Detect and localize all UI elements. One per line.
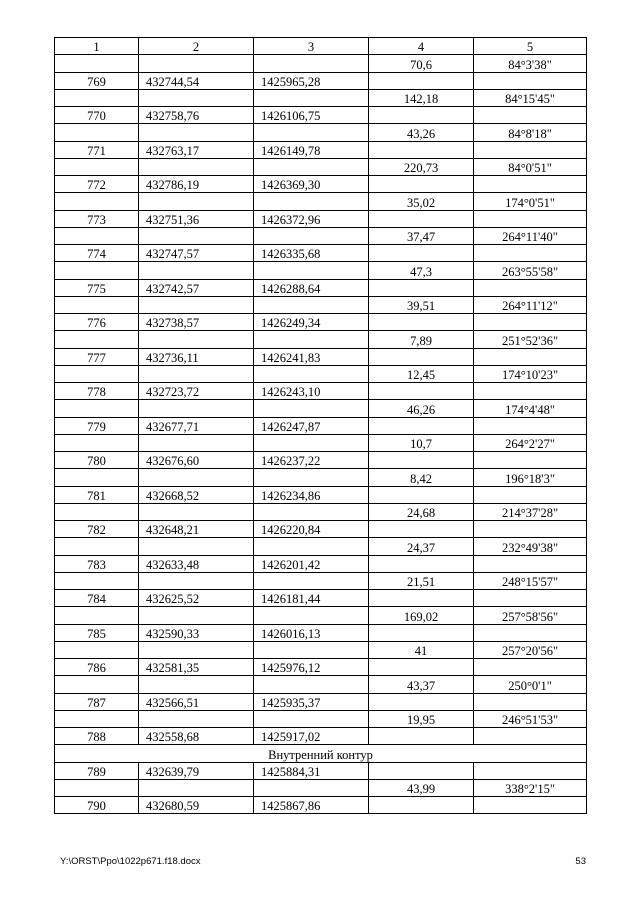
y-coordinate-cell	[254, 158, 369, 175]
point-row	[55, 348, 587, 365]
x-coordinate-cell: 432677,71	[139, 417, 254, 434]
bearing-cell	[474, 279, 587, 296]
point-number-cell: 776	[55, 314, 139, 331]
distance-cell	[369, 245, 474, 262]
segment-row	[55, 676, 587, 693]
x-coordinate-cell	[139, 538, 254, 555]
x-coordinate-cell: 432751,36	[139, 210, 254, 227]
distance-cell	[369, 555, 474, 572]
x-coordinate-cell: 432742,57	[139, 279, 254, 296]
segment-row	[55, 227, 587, 244]
distance-cell	[369, 176, 474, 193]
distance-cell: 24,37	[369, 538, 474, 555]
bearing-cell	[474, 624, 587, 641]
x-coordinate-cell	[139, 434, 254, 451]
segment-row	[55, 710, 587, 727]
y-coordinate-cell	[254, 262, 369, 279]
y-coordinate-cell: 1426234,86	[254, 486, 369, 503]
distance-cell	[369, 314, 474, 331]
distance-cell	[369, 762, 474, 779]
distance-cell	[369, 279, 474, 296]
bearing-cell: 84°0'51"	[474, 158, 587, 175]
coordinates-table	[54, 37, 587, 814]
segment-row	[55, 365, 587, 382]
point-row	[55, 141, 587, 158]
x-coordinate-cell	[139, 193, 254, 210]
y-coordinate-cell: 1426016,13	[254, 624, 369, 641]
y-coordinate-cell: 1426288,64	[254, 279, 369, 296]
bearing-cell	[474, 141, 587, 158]
bearing-cell	[474, 417, 587, 434]
bearing-cell: 174°0'51"	[474, 193, 587, 210]
y-coordinate-cell: 1426372,96	[254, 210, 369, 227]
bearing-cell: 84°15'45"	[474, 89, 587, 106]
point-number-cell	[55, 193, 139, 210]
y-coordinate-cell	[254, 503, 369, 520]
point-number-cell	[55, 607, 139, 624]
x-coordinate-cell: 432738,57	[139, 314, 254, 331]
y-coordinate-cell	[254, 572, 369, 589]
point-number-cell: 789	[55, 762, 139, 779]
x-coordinate-cell: 432744,54	[139, 72, 254, 89]
x-coordinate-cell: 432581,35	[139, 659, 254, 676]
x-coordinate-cell: 432566,51	[139, 693, 254, 710]
y-coordinate-cell	[254, 296, 369, 313]
bearing-cell: 250°0'1"	[474, 676, 587, 693]
segment-row	[55, 572, 587, 589]
segment-row	[55, 538, 587, 555]
y-coordinate-cell: 1425917,02	[254, 728, 369, 745]
column-header: 1	[55, 38, 139, 55]
bearing-cell: 84°3'38"	[474, 55, 587, 72]
x-coordinate-cell	[139, 400, 254, 417]
distance-cell	[369, 348, 474, 365]
distance-cell: 39,51	[369, 296, 474, 313]
column-header: 2	[139, 38, 254, 55]
x-coordinate-cell	[139, 331, 254, 348]
footer-page-number: 53	[575, 856, 586, 867]
x-coordinate-cell: 432676,60	[139, 452, 254, 469]
bearing-cell: 264°11'12"	[474, 296, 587, 313]
bearing-cell	[474, 72, 587, 89]
x-coordinate-cell	[139, 55, 254, 72]
point-number-cell	[55, 676, 139, 693]
point-number-cell	[55, 124, 139, 141]
segment-row	[55, 400, 587, 417]
point-number-cell	[55, 400, 139, 417]
bearing-cell	[474, 486, 587, 503]
x-coordinate-cell	[139, 607, 254, 624]
bearing-cell: 196°18'3"	[474, 469, 587, 486]
distance-cell	[369, 797, 474, 814]
distance-cell: 35,02	[369, 193, 474, 210]
point-row	[55, 762, 587, 779]
point-number-cell: 782	[55, 521, 139, 538]
point-number-cell	[55, 365, 139, 382]
y-coordinate-cell: 1426201,42	[254, 555, 369, 572]
x-coordinate-cell: 432639,79	[139, 762, 254, 779]
point-row	[55, 521, 587, 538]
distance-cell: 24,68	[369, 503, 474, 520]
bearing-cell: 264°2'27"	[474, 434, 587, 451]
bearing-cell: 257°20'56"	[474, 641, 587, 658]
point-number-cell	[55, 503, 139, 520]
y-coordinate-cell	[254, 227, 369, 244]
distance-cell: 43,26	[369, 124, 474, 141]
point-row	[55, 693, 587, 710]
y-coordinate-cell: 1425976,12	[254, 659, 369, 676]
x-coordinate-cell	[139, 469, 254, 486]
point-number-cell	[55, 227, 139, 244]
segment-row	[55, 469, 587, 486]
segment-row	[55, 296, 587, 313]
point-number-cell: 783	[55, 555, 139, 572]
footer-file-path: Y:\ORST\Ppo\1022p671.f18.docx	[60, 856, 201, 867]
distance-cell: 12,45	[369, 365, 474, 382]
bearing-cell	[474, 210, 587, 227]
x-coordinate-cell: 432786,19	[139, 176, 254, 193]
bearing-cell	[474, 245, 587, 262]
y-coordinate-cell	[254, 469, 369, 486]
segment-row	[55, 262, 587, 279]
segment-row	[55, 779, 587, 796]
distance-cell: 21,51	[369, 572, 474, 589]
point-number-cell	[55, 710, 139, 727]
bearing-cell: 257°58'56"	[474, 607, 587, 624]
y-coordinate-cell	[254, 434, 369, 451]
y-coordinate-cell	[254, 538, 369, 555]
point-number-cell: 784	[55, 590, 139, 607]
point-number-cell: 778	[55, 383, 139, 400]
x-coordinate-cell	[139, 262, 254, 279]
x-coordinate-cell	[139, 676, 254, 693]
y-coordinate-cell	[254, 607, 369, 624]
point-row	[55, 314, 587, 331]
distance-cell	[369, 728, 474, 745]
x-coordinate-cell	[139, 227, 254, 244]
x-coordinate-cell: 432747,57	[139, 245, 254, 262]
y-coordinate-cell	[254, 779, 369, 796]
point-row	[55, 797, 587, 814]
point-number-cell	[55, 641, 139, 658]
segment-row	[55, 158, 587, 175]
distance-cell: 169,02	[369, 607, 474, 624]
distance-cell	[369, 452, 474, 469]
distance-cell: 47,3	[369, 262, 474, 279]
y-coordinate-cell	[254, 55, 369, 72]
point-number-cell: 775	[55, 279, 139, 296]
bearing-cell: 248°15'57"	[474, 572, 587, 589]
bearing-cell	[474, 555, 587, 572]
x-coordinate-cell: 432680,59	[139, 797, 254, 814]
x-coordinate-cell: 432558,68	[139, 728, 254, 745]
bearing-cell: 174°10'23"	[474, 365, 587, 382]
y-coordinate-cell	[254, 331, 369, 348]
point-row	[55, 452, 587, 469]
y-coordinate-cell: 1426243,10	[254, 383, 369, 400]
table-header-row	[55, 38, 587, 55]
distance-cell	[369, 486, 474, 503]
y-coordinate-cell: 1426241,83	[254, 348, 369, 365]
x-coordinate-cell	[139, 641, 254, 658]
distance-cell: 43,37	[369, 676, 474, 693]
y-coordinate-cell	[254, 89, 369, 106]
y-coordinate-cell	[254, 710, 369, 727]
distance-cell: 43,99	[369, 779, 474, 796]
bearing-cell	[474, 348, 587, 365]
x-coordinate-cell	[139, 503, 254, 520]
distance-cell	[369, 624, 474, 641]
x-coordinate-cell	[139, 124, 254, 141]
point-row	[55, 590, 587, 607]
point-row	[55, 659, 587, 676]
distance-cell	[369, 72, 474, 89]
point-number-cell: 769	[55, 72, 139, 89]
segment-row	[55, 503, 587, 520]
x-coordinate-cell: 432723,72	[139, 383, 254, 400]
y-coordinate-cell: 1426247,87	[254, 417, 369, 434]
y-coordinate-cell: 1426220,84	[254, 521, 369, 538]
bearing-cell	[474, 452, 587, 469]
bearing-cell: 232°49'38"	[474, 538, 587, 555]
x-coordinate-cell: 432763,17	[139, 141, 254, 158]
point-row	[55, 107, 587, 124]
point-row	[55, 72, 587, 89]
distance-cell	[369, 210, 474, 227]
point-number-cell: 781	[55, 486, 139, 503]
x-coordinate-cell: 432736,11	[139, 348, 254, 365]
point-number-cell	[55, 296, 139, 313]
point-number-cell: 790	[55, 797, 139, 814]
distance-cell: 19,95	[369, 710, 474, 727]
y-coordinate-cell	[254, 641, 369, 658]
bearing-cell: 251°52'36"	[474, 331, 587, 348]
distance-cell	[369, 521, 474, 538]
y-coordinate-cell: 1425884,31	[254, 762, 369, 779]
x-coordinate-cell: 432668,52	[139, 486, 254, 503]
distance-cell	[369, 417, 474, 434]
point-row	[55, 279, 587, 296]
y-coordinate-cell: 1426106,75	[254, 107, 369, 124]
distance-cell	[369, 693, 474, 710]
segment-row	[55, 434, 587, 451]
point-number-cell	[55, 434, 139, 451]
distance-cell	[369, 107, 474, 124]
point-number-cell: 772	[55, 176, 139, 193]
point-row	[55, 176, 587, 193]
segment-row	[55, 607, 587, 624]
point-number-cell: 785	[55, 624, 139, 641]
distance-cell	[369, 141, 474, 158]
bearing-cell: 246°51'53"	[474, 710, 587, 727]
point-number-cell	[55, 779, 139, 796]
bearing-cell	[474, 762, 587, 779]
y-coordinate-cell: 1426335,68	[254, 245, 369, 262]
bearing-cell	[474, 314, 587, 331]
y-coordinate-cell: 1426181,44	[254, 590, 369, 607]
point-number-cell	[55, 538, 139, 555]
section-heading: Внутренний контур	[55, 745, 587, 762]
bearing-cell	[474, 107, 587, 124]
section-heading-row	[55, 745, 587, 762]
point-row	[55, 624, 587, 641]
point-row	[55, 210, 587, 227]
bearing-cell	[474, 383, 587, 400]
bearing-cell	[474, 693, 587, 710]
point-row	[55, 555, 587, 572]
point-number-cell: 788	[55, 728, 139, 745]
point-number-cell: 787	[55, 693, 139, 710]
x-coordinate-cell: 432590,33	[139, 624, 254, 641]
y-coordinate-cell	[254, 400, 369, 417]
bearing-cell	[474, 797, 587, 814]
point-number-cell: 774	[55, 245, 139, 262]
point-number-cell: 771	[55, 141, 139, 158]
bearing-cell: 84°8'18"	[474, 124, 587, 141]
y-coordinate-cell	[254, 676, 369, 693]
segment-row	[55, 193, 587, 210]
point-number-cell	[55, 55, 139, 72]
x-coordinate-cell: 432648,21	[139, 521, 254, 538]
distance-cell: 46,26	[369, 400, 474, 417]
x-coordinate-cell	[139, 365, 254, 382]
y-coordinate-cell: 1426249,34	[254, 314, 369, 331]
distance-cell: 142,18	[369, 89, 474, 106]
bearing-cell	[474, 590, 587, 607]
distance-cell	[369, 383, 474, 400]
point-number-cell	[55, 262, 139, 279]
bearing-cell: 338°2'15"	[474, 779, 587, 796]
bearing-cell	[474, 659, 587, 676]
point-number-cell: 780	[55, 452, 139, 469]
x-coordinate-cell	[139, 710, 254, 727]
y-coordinate-cell	[254, 365, 369, 382]
y-coordinate-cell	[254, 124, 369, 141]
distance-cell: 37,47	[369, 227, 474, 244]
bearing-cell	[474, 176, 587, 193]
point-row	[55, 486, 587, 503]
point-number-cell	[55, 89, 139, 106]
x-coordinate-cell	[139, 779, 254, 796]
point-number-cell: 786	[55, 659, 139, 676]
x-coordinate-cell	[139, 296, 254, 313]
point-number-cell: 773	[55, 210, 139, 227]
distance-cell: 8,42	[369, 469, 474, 486]
column-header: 5	[474, 38, 587, 55]
x-coordinate-cell	[139, 572, 254, 589]
x-coordinate-cell: 432625,52	[139, 590, 254, 607]
point-number-cell: 777	[55, 348, 139, 365]
point-number-cell	[55, 469, 139, 486]
point-row	[55, 728, 587, 745]
y-coordinate-cell: 1425965,28	[254, 72, 369, 89]
bearing-cell: 263°55'58"	[474, 262, 587, 279]
bearing-cell: 174°4'48"	[474, 400, 587, 417]
distance-cell: 41	[369, 641, 474, 658]
x-coordinate-cell: 432758,76	[139, 107, 254, 124]
x-coordinate-cell	[139, 89, 254, 106]
distance-cell: 70,6	[369, 55, 474, 72]
y-coordinate-cell: 1426237,22	[254, 452, 369, 469]
segment-row	[55, 641, 587, 658]
bearing-cell	[474, 521, 587, 538]
distance-cell	[369, 659, 474, 676]
point-row	[55, 417, 587, 434]
column-header: 4	[369, 38, 474, 55]
point-number-cell	[55, 331, 139, 348]
distance-cell: 10,7	[369, 434, 474, 451]
y-coordinate-cell	[254, 193, 369, 210]
distance-cell: 220,73	[369, 158, 474, 175]
bearing-cell	[474, 728, 587, 745]
segment-row	[55, 331, 587, 348]
distance-cell	[369, 590, 474, 607]
point-row	[55, 383, 587, 400]
point-number-cell: 779	[55, 417, 139, 434]
segment-row	[55, 124, 587, 141]
column-header: 3	[254, 38, 369, 55]
point-number-cell	[55, 158, 139, 175]
point-number-cell: 770	[55, 107, 139, 124]
distance-cell: 7,89	[369, 331, 474, 348]
x-coordinate-cell	[139, 158, 254, 175]
x-coordinate-cell: 432633,48	[139, 555, 254, 572]
bearing-cell: 264°11'40"	[474, 227, 587, 244]
segment-row	[55, 89, 587, 106]
point-row	[55, 245, 587, 262]
point-number-cell	[55, 572, 139, 589]
segment-row	[55, 55, 587, 72]
y-coordinate-cell: 1426369,30	[254, 176, 369, 193]
y-coordinate-cell: 1425867,86	[254, 797, 369, 814]
y-coordinate-cell: 1425935,37	[254, 693, 369, 710]
bearing-cell: 214°37'28"	[474, 503, 587, 520]
y-coordinate-cell: 1426149,78	[254, 141, 369, 158]
